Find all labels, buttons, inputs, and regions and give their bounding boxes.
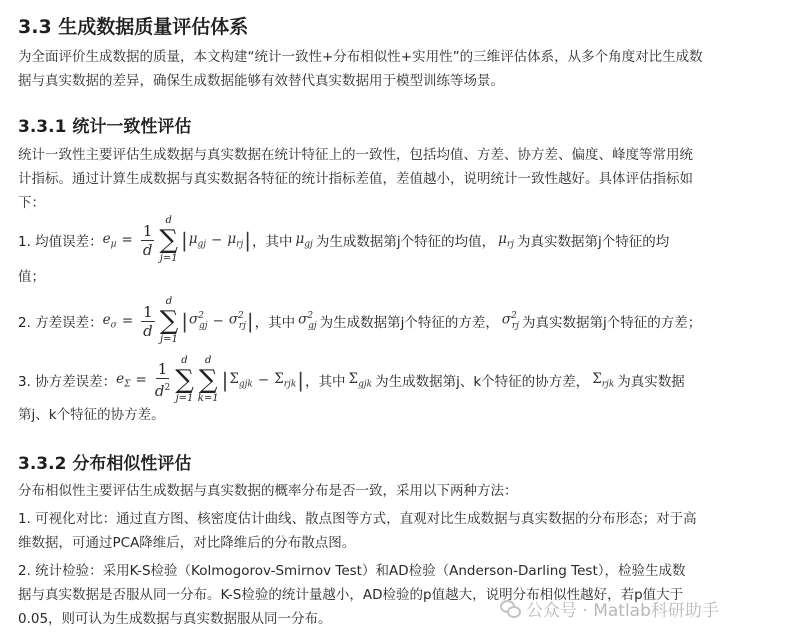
fraction: $\frac{1}{d}$	[143, 302, 153, 340]
equals: =	[121, 232, 133, 248]
metric-label: 2. 方差误差：	[18, 315, 103, 331]
abs-bar: |	[246, 309, 254, 333]
watermark-text: 公众号 · Matlab科研助手	[526, 601, 719, 621]
section-title: 3.3 生成数据质量评估体系	[18, 16, 249, 38]
abs-bar: |	[297, 368, 305, 392]
metric-mean-error: 1. 均值误差： $e_\mu$ = $\frac{1}{d}$ d ∑ j=1 | $\mu_{gj}$ − $\mu_{rj}$ | ，其中 $\mu_{gj}$ 为生成数据第j个特征的均值， $\mu_{rj}$ 为真实数据第j个特征的均	[18, 215, 670, 264]
text-line: 据与真实数据的差异，确保生成数据能够有效替代真实数据用于模型训练等场景。	[18, 73, 504, 89]
subsection-intro-1	[18, 143, 759, 215]
text-line: 2. 统计检验：采用K-S检验（Kolmogorov-Smirnov Test）和AD检验（Anderson-Darling Test），检验生成数	[18, 563, 686, 579]
formula-lhs: $e_\mu$	[102, 230, 117, 250]
metric-variance-error: 2. 方差误差： $e_\sigma$ = $\frac{1}{d}$ d ∑ j=1 | $\sigma^2_{gj}$ − $\sigma^2_{rj}$ | ，其中 $\sigma^2_{gj}$ 为生成数据第j个特征的方差， $\sigma^2_{rj}$ 为真实数据第j个特征的方差；	[18, 296, 702, 345]
section-intro	[18, 45, 759, 93]
text-line: 值；	[18, 269, 45, 285]
metric-label: 3. 协方差误差：	[18, 374, 117, 390]
fraction: $\frac{1}{d^2}$	[154, 360, 171, 400]
text-line: 1. 可视化对比：通过直方图、核密度估计曲线、散点图等方式，直观对比生成数据与真实数据的分布形态；对于高	[18, 511, 697, 527]
text-line: 统计一致性主要评估生成数据与真实数据在统计特征上的一致性，包括均值、方差、协方差、偏度、峰度等常用统	[18, 147, 693, 163]
text-line: 维数据，可通过PCA降维后，对比降维后的分布散点图。	[18, 535, 356, 551]
subsection-title-1: 3.3.1 统计一致性评估	[18, 117, 192, 137]
abs-bar: |	[180, 228, 188, 252]
wechat-icon	[500, 600, 520, 618]
watermark	[500, 596, 719, 621]
sum-symbol: d ∑ k=1	[197, 355, 219, 404]
subsection-title-2: 3.3.2 分布相似性评估	[18, 454, 192, 474]
text-line: 下：	[18, 195, 45, 211]
metric-label: 1. 均值误差：	[18, 234, 103, 250]
text-line: 0.05，则可认为生成数据与真实数据服从同一分布。	[18, 611, 332, 627]
metric-covariance-error: 3. 协方差误差： $e_\Sigma$ = $\frac{1}{d^2}$ d ∑ j=1 d ∑ k=1 | $\Sigma_{gjk}$ − $\Sigma_{rjk}$ | ，其中 $\Sigma_{gjk}$ 为生成数据第j、k个特征的协方差， $\Sigma_{rjk}$ 为真实数据	[18, 355, 685, 404]
sum-symbol: d ∑ j=1	[159, 215, 178, 264]
abs-bar: |	[244, 228, 251, 252]
abs-bar: |	[181, 309, 188, 333]
text-line: 计指标。通过计算生成数据与真实数据各特征的统计指标差值，差值越小，说明统计一致性越好。具体评估指标如	[18, 171, 693, 187]
method-visual	[18, 507, 759, 555]
sum-symbol: d ∑ j=1	[175, 355, 194, 404]
text-line: 为全面评价生成数据的质量，本文构建“统计一致性+分布相似性+实用性”的三维评估体系，从多个角度对比生成数	[18, 49, 703, 65]
subsection-intro-2: 分布相似性主要评估生成数据与真实数据的概率分布是否一致，采用以下两种方法：	[18, 483, 518, 499]
sum-symbol: d ∑ j=1	[159, 296, 179, 345]
text-line: 据与真实数据是否服从同一分布。K-S检验的统计量越小，AD检验的p值越大，说明分布相似性越好，若p值大于	[18, 587, 684, 603]
fraction: $\frac{1}{d}$	[142, 221, 153, 259]
abs-bar: |	[221, 368, 229, 392]
text-line: 第j、k个特征的协方差。	[18, 407, 165, 423]
